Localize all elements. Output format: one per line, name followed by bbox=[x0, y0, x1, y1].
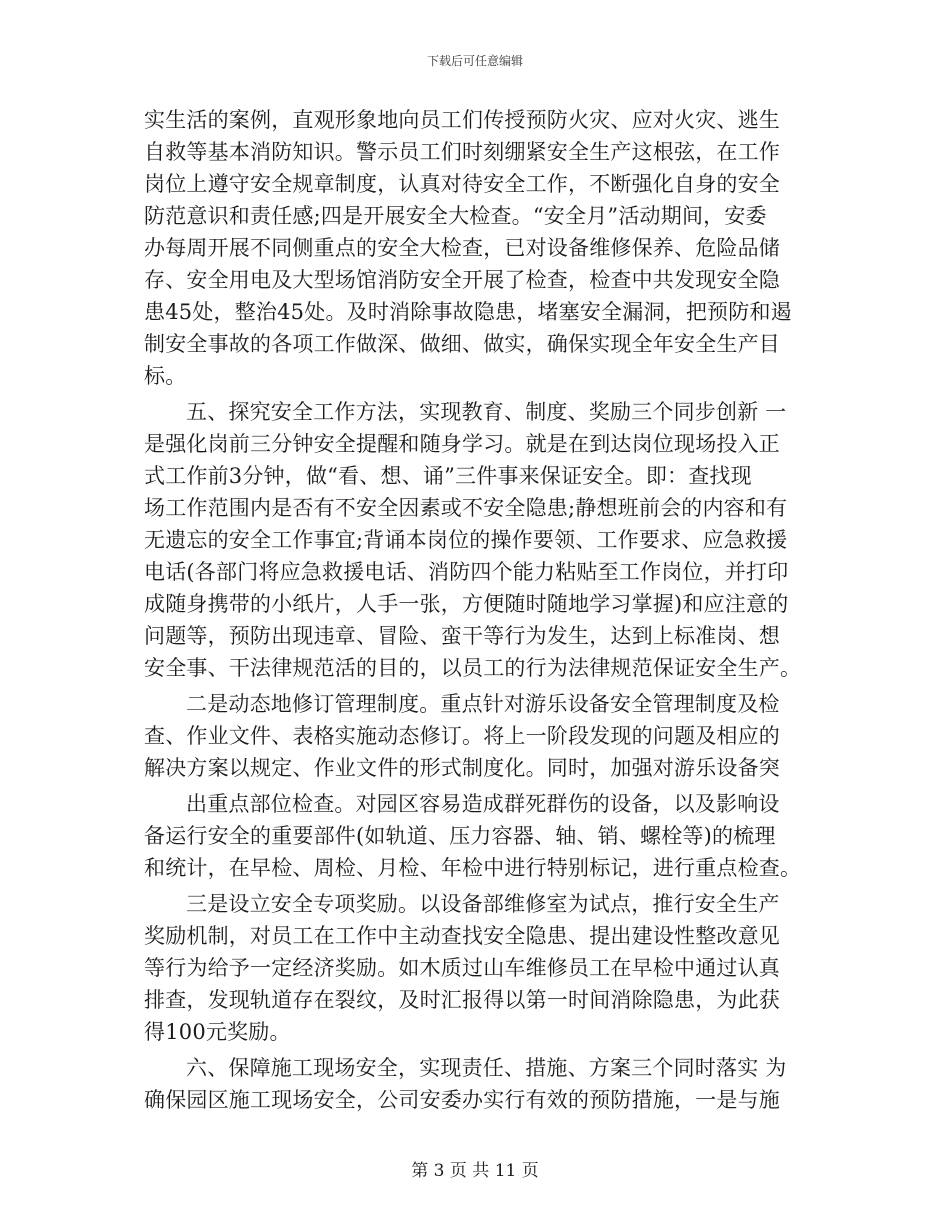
text-line: 标。 bbox=[144, 364, 187, 388]
text-line: 安全事、干法律规范活的目的，以员工的行为法律规范保证安全生产。 bbox=[144, 656, 802, 680]
text-line: 查、作业文件、表格实施动态修订。将上一阶段发现的问题及相应的 bbox=[144, 724, 780, 748]
text-line: 防范意识和责任感;四是开展安全大检查。“安全月”活动期间，安委 bbox=[144, 204, 767, 228]
text-line: 奖励机制，对员工在工作中主动查找安全隐患、提出建设性整改意见 bbox=[144, 924, 780, 948]
text-line: 岗位上遵守安全规章制度，认真对待安全工作，不断强化自身的安全 bbox=[144, 172, 780, 196]
page-number-footer: 第 3 页 共 11 页 bbox=[411, 1161, 539, 1181]
text-line: 制安全事故的各项工作做深、做细、做实，确保实现全年安全生产目 bbox=[144, 332, 780, 356]
text-line: 确保园区施工现场安全，公司安委办实行有效的预防措施，一是与施 bbox=[144, 1088, 780, 1112]
paragraph-start-line: 三是设立安全专项奖励。以设备部维修室为试点，推行安全生产 bbox=[186, 892, 780, 916]
text-line: 出重点部位检查。对园区容易造成群死群伤的设备，以及影响设 bbox=[186, 792, 780, 816]
text-line: 备运行安全的重要部件(如轨道、压力容器、轴、销、螺栓等)的梳理 bbox=[144, 824, 776, 848]
text-line: 存、安全用电及大型场馆消防安全开展了检查，检查中共发现安全隐 bbox=[144, 268, 780, 292]
text-line: 问题等，预防出现违章、冒险、蛮干等行为发生，达到上标准岗、想 bbox=[144, 624, 780, 648]
text-line: 无遗忘的安全工作事宜;背诵本岗位的操作要领、工作要求、应急救援 bbox=[144, 528, 788, 552]
text-line: 和统计，在早检、周检、月检、年检中进行特别标记，进行重点检查。 bbox=[144, 856, 802, 880]
section-heading-line: 五、探究安全工作方法，实现教育、制度、奖励三个同步创新 一 bbox=[186, 400, 787, 424]
text-line: 实生活的案例，直观形象地向员工们传授预防火灾、应对火灾、逃生 bbox=[144, 108, 780, 132]
text-line: 自救等基本消防知识。警示员工们时刻绷紧安全生产这根弦，在工作 bbox=[144, 140, 780, 164]
text-line: 办每周开展不同侧重点的安全大检查，已对设备维修保养、危险品储 bbox=[144, 236, 780, 260]
text-line: 患45处，整治45处。及时消除事故隐患，堵塞安全漏洞，把预防和遏 bbox=[144, 300, 792, 324]
text-line: 是强化岗前三分钟安全提醒和随身学习。就是在到达岗位现场投入正 bbox=[144, 432, 780, 456]
text-line: 解决方案以规定、作业文件的形式制度化。同时，加强对游乐设备突 bbox=[144, 756, 780, 780]
text-line: 场工作范围内是否有不安全因素或不安全隐患;静想班前会的内容和有 bbox=[144, 496, 788, 520]
text-line: 排查，发现轨道存在裂纹，及时汇报得以第一时间消除隐患，为此获 bbox=[144, 988, 780, 1012]
page-header: 下载后可任意编辑 bbox=[426, 54, 523, 68]
paragraph-start-line: 二是动态地修订管理制度。重点针对游乐设备安全管理制度及检 bbox=[186, 692, 780, 716]
text-line: 得100元奖励。 bbox=[144, 1020, 291, 1044]
text-line: 电话(各部门将应急救援电话、消防四个能力粘贴至工作岗位，并打印 bbox=[144, 560, 789, 584]
text-line: 等行为给予一定经济奖励。如木质过山车维修员工在早检中通过认真 bbox=[144, 956, 780, 980]
text-line: 成随身携带的小纸片，人手一张，方便随时随地学习掌握)和应注意的 bbox=[144, 592, 789, 616]
section-heading-line: 六、保障施工现场安全，实现责任、措施、方案三个同时落实 为 bbox=[186, 1056, 787, 1080]
text-line: 式工作前3分钟，做“看、想、诵”三件事来保证安全。即：查找现 bbox=[144, 464, 752, 488]
